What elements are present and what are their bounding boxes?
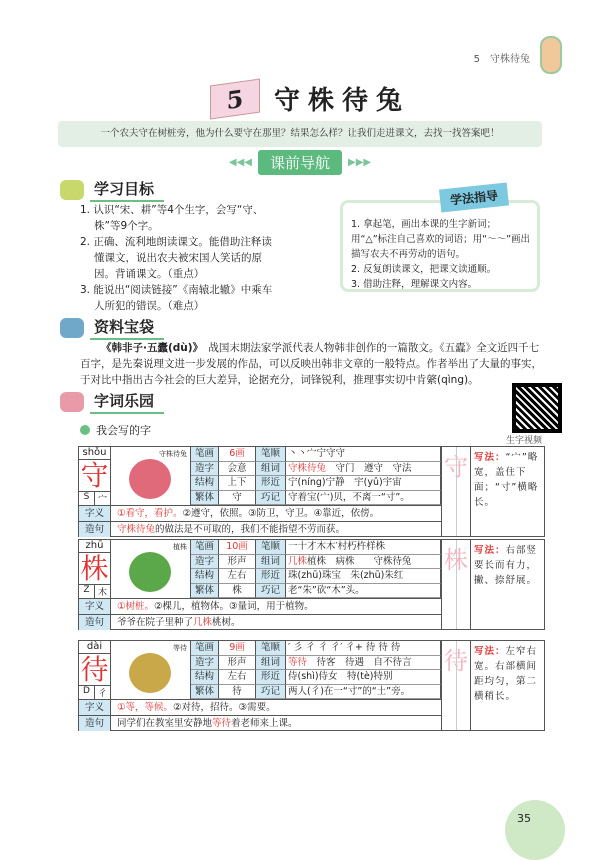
method-tag: 学法指导 bbox=[439, 183, 509, 213]
bag-icon bbox=[60, 318, 84, 338]
label: 巧记 bbox=[256, 584, 286, 599]
initial: S bbox=[79, 492, 95, 505]
label: 字义 bbox=[79, 506, 111, 521]
stroke-count: 9画 bbox=[219, 641, 256, 656]
label: 造字 bbox=[191, 555, 219, 570]
stroke-count: 6画 bbox=[219, 447, 256, 462]
reference-title: 《韩非子·五蠹(dù)》 bbox=[101, 342, 198, 354]
tracing-grid: 守 bbox=[441, 447, 471, 536]
goal-item: 3. 能说出“阅读链接”《南辕北辙》中乘车人所犯的错误。（难点） bbox=[80, 284, 273, 312]
pinyin: zhū bbox=[79, 540, 110, 553]
label: 造句 bbox=[79, 522, 111, 537]
qr-label: 生字视频 bbox=[506, 436, 543, 446]
initial: D bbox=[79, 686, 95, 699]
mnemonic: 老“朱”砍“木”头。 bbox=[286, 584, 441, 599]
word-list bbox=[286, 656, 441, 671]
reference-text bbox=[80, 340, 542, 388]
mnemonic: 两人(彳)在一“寸”的“土”旁。 bbox=[286, 685, 441, 700]
nav-label: 课前导航 bbox=[258, 150, 342, 175]
formation: 会意 bbox=[219, 462, 256, 477]
formation: 形声 bbox=[219, 656, 256, 671]
label: 组词 bbox=[256, 462, 286, 477]
label: 组词 bbox=[256, 656, 286, 671]
label: 巧记 bbox=[256, 491, 286, 506]
initial: Z bbox=[79, 585, 95, 598]
illustration-caption: 植株 bbox=[173, 543, 187, 551]
illustration-art bbox=[129, 459, 171, 499]
character-card bbox=[78, 446, 545, 537]
structure: 左右 bbox=[219, 569, 256, 584]
similar-chars: 宁(níng)宁静 宇(yǔ)宇宙 bbox=[286, 476, 441, 491]
page-number: 35 bbox=[505, 800, 565, 860]
pinyin: shǒu bbox=[79, 447, 110, 460]
meanings: ①看守，看护。②遵守，依照。③防卫，守卫。④靠近，依傍。 bbox=[117, 508, 380, 519]
book-icon: 5 bbox=[210, 78, 260, 119]
subheading-label: 我会写的字 bbox=[96, 424, 151, 437]
basket-icon bbox=[60, 180, 84, 200]
character: 株 bbox=[80, 552, 109, 585]
method-item: 3. 借助注释，理解课文内容。 bbox=[351, 279, 478, 290]
stroke-order: 一十才木木′村朽杵样株 bbox=[286, 540, 441, 555]
label: 字义 bbox=[79, 700, 111, 715]
label: 笔画 bbox=[191, 447, 219, 462]
method-item: 2. 反复朗读课文，把课文读通顺。 bbox=[351, 264, 497, 275]
goals-heading bbox=[60, 178, 164, 202]
key-word: 守株待兔 bbox=[288, 462, 327, 474]
subheading bbox=[80, 422, 151, 438]
lesson-title bbox=[210, 80, 410, 117]
meanings: ①等，等候。②对待，招待。③需要。 bbox=[117, 702, 276, 713]
writing-tip: 写法：左窄右宽。右部横间距均匀，第二横稍长。 bbox=[474, 646, 538, 702]
tracing-grid: 株 bbox=[441, 540, 471, 629]
label: 巧记 bbox=[256, 685, 286, 700]
label: 笔画 bbox=[191, 641, 219, 656]
goal-item: 2. 正确、流利地朗读课文。能借助注释读懂课文，说出农夫被宋国人笑话的原因。背诵课文。（重点） bbox=[80, 236, 272, 280]
illustration-art bbox=[129, 653, 171, 693]
writing-tip: 写法：右部竖要长而有力，撇、捺舒展。 bbox=[474, 545, 538, 586]
character-card bbox=[78, 640, 545, 731]
words-heading-label: 字词乐园 bbox=[90, 390, 164, 414]
goals-list bbox=[80, 202, 280, 314]
structure: 上下 bbox=[219, 476, 256, 491]
radical: 木 bbox=[97, 588, 107, 598]
label: 形近 bbox=[256, 476, 286, 491]
illustration-caption: 守株待兔 bbox=[159, 450, 187, 458]
intro-banner: 一个农夫守在树桩旁，他为什么要守在那里？结果怎么样？让我们走进课文，去找一找答案吧！ bbox=[58, 121, 542, 147]
illustration-caption: 等待 bbox=[173, 644, 187, 652]
character: 待 bbox=[80, 653, 109, 686]
label: 繁体 bbox=[191, 685, 219, 700]
mascot-icon bbox=[540, 36, 562, 74]
arrows-left-icon: ◀◀◀ bbox=[228, 157, 252, 168]
reference-heading bbox=[60, 316, 164, 340]
traditional: 株 bbox=[219, 584, 256, 599]
label: 造句 bbox=[79, 615, 111, 630]
illustration bbox=[111, 641, 191, 699]
pinyin: dài bbox=[79, 641, 110, 654]
stroke-order: 丶丶宀宁守守 bbox=[286, 447, 441, 462]
stroke-order: ′ 彡 彳 彳 彳′ 彳+ 待 待 待 bbox=[286, 641, 441, 656]
running-header: 5 守株待兔 bbox=[473, 54, 530, 65]
mascot-plant-icon bbox=[60, 392, 84, 412]
label: 繁体 bbox=[191, 584, 219, 599]
example-sentence: 爷爷在院子里种了几株桃树。 bbox=[117, 617, 241, 628]
goal-item: 1. 认识“宋、耕”等4个生字，会写“守、株”等9个字。 bbox=[80, 204, 264, 232]
key-word: 等待 bbox=[288, 656, 308, 668]
reference-heading-label: 资料宝袋 bbox=[90, 316, 164, 340]
other-words: 守门 遵守 守法 bbox=[326, 462, 412, 474]
word-list bbox=[286, 462, 441, 477]
label: 造句 bbox=[79, 716, 111, 731]
label: 造字 bbox=[191, 656, 219, 671]
other-words: 待客 待遇 自不待言 bbox=[307, 656, 412, 668]
label: 字义 bbox=[79, 599, 111, 614]
arrows-right-icon: ▶▶▶ bbox=[348, 157, 372, 168]
similar-chars: 侍(shì)侍女 特(tè)特别 bbox=[286, 670, 441, 685]
play-icon bbox=[80, 425, 90, 435]
illustration-art bbox=[129, 552, 171, 592]
method-item: 1. 拿起笔，画出本课的生字新词；用“△”标注自己喜欢的词语；用“～～”画出描写农夫不再劳动的语句。 bbox=[351, 219, 530, 260]
similar-chars: 珠(zhū)珠宝 朱(zhū)朱红 bbox=[286, 569, 441, 584]
structure: 左右 bbox=[219, 670, 256, 685]
radical: 宀 bbox=[97, 495, 107, 505]
traditional: 守 bbox=[219, 491, 256, 506]
goals-heading-label: 学习目标 bbox=[90, 178, 164, 202]
label: 繁体 bbox=[191, 491, 219, 506]
character-card bbox=[78, 539, 545, 630]
character: 守 bbox=[80, 459, 109, 492]
tracing-grid: 待 bbox=[441, 641, 471, 730]
section-nav bbox=[200, 150, 400, 175]
radical: 彳 bbox=[97, 689, 107, 699]
illustration bbox=[111, 540, 191, 598]
label: 结构 bbox=[191, 569, 219, 584]
method-box bbox=[340, 200, 540, 292]
mnemonic: 守着宝(宀)贝，不离一“寸”。 bbox=[286, 491, 441, 506]
word-list bbox=[286, 555, 441, 570]
illustration bbox=[111, 447, 191, 505]
label: 形近 bbox=[256, 569, 286, 584]
key-word: 几株 bbox=[288, 555, 308, 567]
formation: 形声 bbox=[219, 555, 256, 570]
page-title: 守株待兔 bbox=[274, 86, 411, 116]
label: 笔顺 bbox=[256, 641, 286, 656]
label: 笔顺 bbox=[256, 447, 286, 462]
label: 造字 bbox=[191, 462, 219, 477]
other-words: 守株待兔 bbox=[364, 555, 412, 567]
label: 结构 bbox=[191, 476, 219, 491]
example-sentence: 同学们在教室里安静地等待着老师来上课。 bbox=[117, 718, 298, 729]
label: 结构 bbox=[191, 670, 219, 685]
qr-code[interactable] bbox=[512, 383, 562, 433]
stroke-count: 10画 bbox=[219, 540, 256, 555]
words-heading bbox=[60, 390, 164, 414]
label: 形近 bbox=[256, 670, 286, 685]
other-words: 植株 病株 bbox=[307, 555, 365, 567]
meanings: ①树桩。②棵儿，植物体。③量词，用于植物。 bbox=[117, 601, 314, 612]
traditional: 待 bbox=[219, 685, 256, 700]
reference-body: 战国末期法家学派代表人物韩非创作的一篇散文。《五蠹》全文近四千七百字，是先秦说理文进一步发展的作品，可以反映出韩非文章的一般特点。作者举出了大量的事实，于对比中指出古今社会的巨大差异，论据充分，词锋锐利，推理事实切中肯綮(qìng)。 bbox=[80, 342, 542, 386]
example-sentence: 守株待兔的做法是不可取的，我们不能指望不劳而获。 bbox=[117, 524, 346, 535]
writing-tip: 写法：“宀”略宽，盖住下面；“寸”横略长。 bbox=[474, 452, 539, 508]
label: 笔画 bbox=[191, 540, 219, 555]
label: 笔顺 bbox=[256, 540, 286, 555]
label: 组词 bbox=[256, 555, 286, 570]
